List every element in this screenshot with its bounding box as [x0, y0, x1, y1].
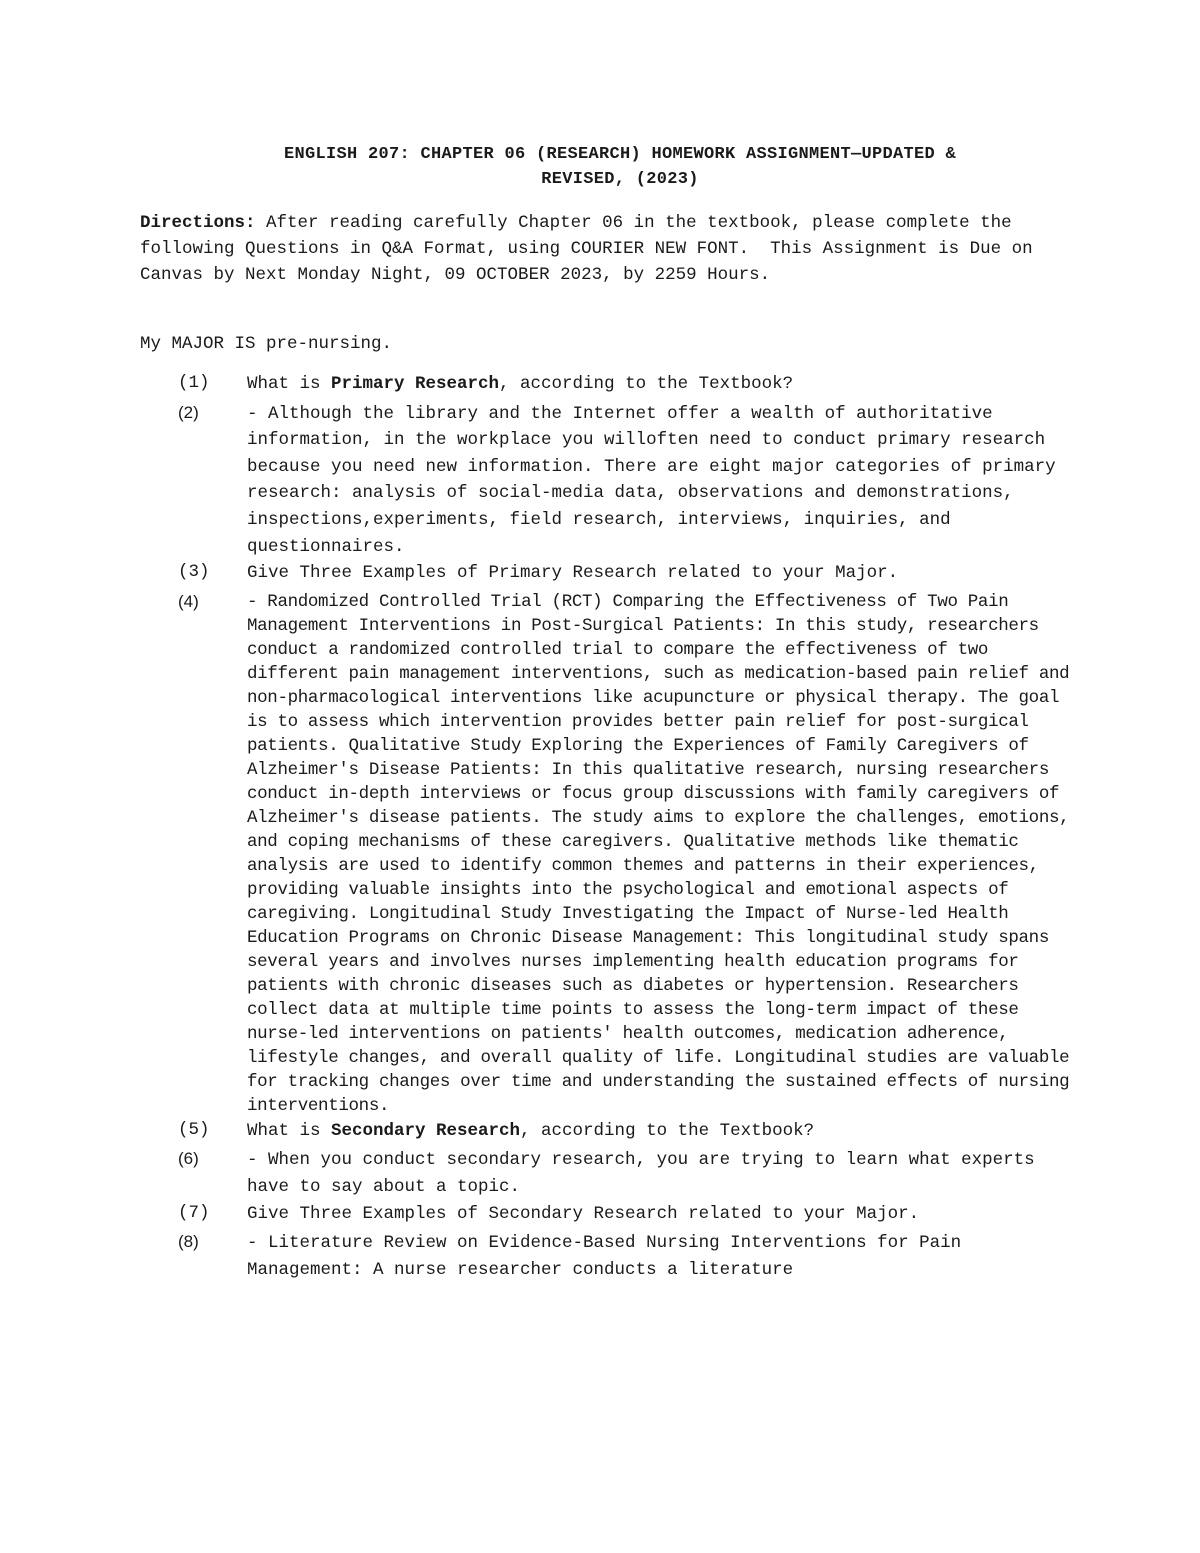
item-number: (8) [178, 1232, 199, 1252]
question-text: What is Secondary Research, according to the Textbook? [247, 1120, 815, 1141]
answer-text: - Randomized Controlled Trial (RCT) Comparing the Effectiveness of Two Pain Management Interventions in Post-Surgical Patients: In this study, researchers conduct a randomized controlled trial to compare the effectiveness of two different pain management interventions, such as medication-based pain relief and non-pharmacological interventions like acupuncture or physical therapy. The goal is to assess which intervention provides better pain relief for post-surgical patients. Qualitative Study Exploring the Experiences of Family Caregivers of Alzheimer's Disease Patients: In this qualitative research, nursing researchers conduct in-depth interviews or focus group discussions with family caregivers of Alzheimer's disease patients. The study aims to explore the challenges, emotions, and coping mechanisms of these caregivers. Qualitative methods like thematic analysis are used to identify common themes and patterns in their experiences, providing valuable insights into the psychological and emotional aspects of caregiving. Longitudinal Study Investigating the Impact of Nurse-led Health Education Programs on Chronic Disease Management: This longitudinal study spans several years and involves nurses implementing health education programs for patients with chronic diseases such as diabetes or hypertension. Researchers collect data at multiple time points to assess the long-term impact of these nurse-led interventions on patients' health outcomes, medication adherence, lifestyle changes, and overall quality of life. Longitudinal studies are valuable for tracking changes over time and understanding the sustained effects of nursing interventions. [247, 591, 1080, 1116]
item-number: (5) [178, 1119, 210, 1140]
item-number: (6) [178, 1149, 199, 1169]
title-line-2: REVISED, (2023) [541, 170, 699, 189]
list-item-2 [140, 401, 1070, 561]
list-item-6 [140, 1147, 1070, 1200]
item-number: (2) [178, 402, 199, 422]
directions-text: After reading carefully Chapter 06 in the textbook, please complete the following Questions in Q&A Format, using COURIER NEW FONT. This Assignment is Due on Canvas by Next Monday Night, 09 OCTOBER 2023, by 2259 Hours. [140, 213, 1044, 285]
item-number: (1) [178, 373, 210, 393]
list-item-5 [140, 1118, 1070, 1145]
list-item-7 [140, 1201, 1070, 1228]
item-number: (7) [178, 1202, 210, 1223]
document-title [140, 142, 1100, 192]
answer-text: - Although the library and the Internet offer a wealth of authoritative information, in the workplace you willoften need to conduct primary research because you need new information. There are eight major categories of primary research: analysis of social-media data, observations and demonstrations, inspections,experiments, field research, interviews, inquiries, and questionnaires. [247, 403, 1067, 557]
list-item-3 [140, 560, 1070, 587]
directions-paragraph [140, 210, 1060, 288]
answer-text: - Literature Review on Evidence-Based Nursing Interventions for Pain Management: A nurse researcher conducts a literature [247, 1233, 972, 1280]
answer-text: - When you conduct secondary research, you are trying to learn what experts have to say about a topic. [247, 1150, 1046, 1197]
list-item-4 [140, 590, 1080, 1118]
question-list [140, 371, 1080, 1283]
bold-term: Secondary Research [331, 1120, 521, 1141]
question-text: Give Three Examples of Secondary Research related to your Major. [247, 1203, 920, 1224]
item-number: (3) [178, 562, 210, 583]
bold-term: Primary Research [331, 374, 500, 394]
directions-label: Directions: [140, 213, 256, 233]
major-line: My MAJOR IS pre-nursing. [140, 334, 393, 354]
question-text: Give Three Examples of Primary Research related to your Major. [247, 563, 899, 584]
list-item-1 [140, 371, 1070, 398]
list-item-8 [140, 1230, 1070, 1283]
title-line-1: ENGLISH 207: CHAPTER 06 (RESEARCH) HOMEWORK ASSIGNMENT—UPDATED & [283, 145, 957, 164]
question-text: What is Primary Research, according to the Textbook? [247, 374, 794, 394]
item-number: (4) [178, 591, 199, 611]
